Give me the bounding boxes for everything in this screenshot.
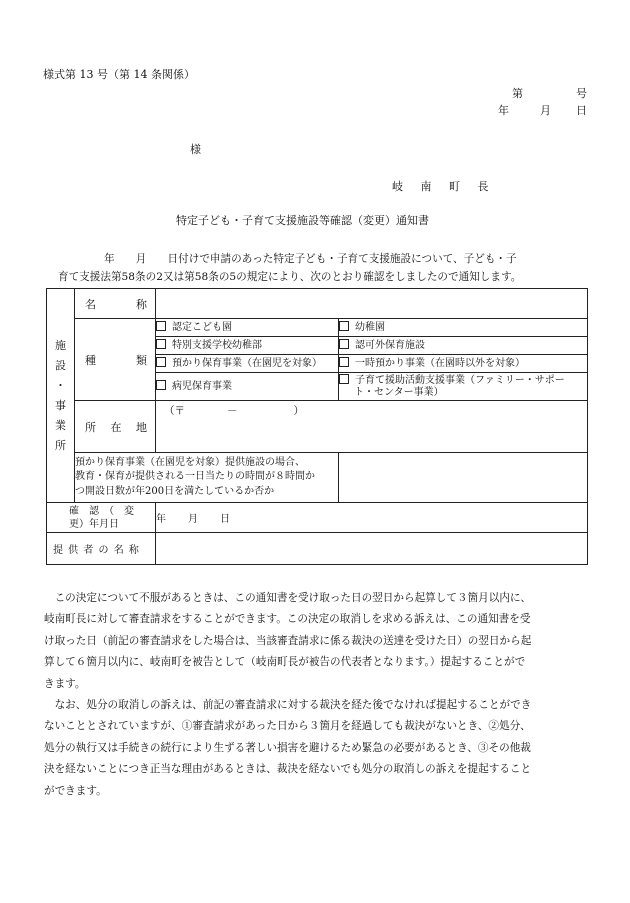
intro-line-2: 育て支援法第58条の2又は第58条の5の規定により、次のとおり確認をしましたので通知します。 [58,271,522,283]
checkbox[interactable] [156,380,166,390]
address-label [75,401,156,453]
childcare-hours-answer[interactable] [339,453,588,503]
notice-line: 決を経ないことにつき正当な理由があるときは、裁決を経ないでも処分の取消しの訴えを提起すること [44,763,532,776]
name-value[interactable] [156,289,588,319]
number-prefix: 第 [512,87,523,100]
label-char: 所 [85,420,96,434]
facility-side-label [47,289,75,503]
notice-line: きます。 [44,677,86,690]
side-char: 所 [55,438,66,452]
number-suffix: 号 [576,87,587,100]
side-char: 施 [55,338,66,352]
side-char: 業 [55,418,66,432]
checkbox[interactable] [339,374,349,384]
label-char: 種 [85,353,96,367]
date-month: 月 [540,104,551,117]
notice-line: け取った日（前記の審査請求をした場合は、当該審査請求に係る裁決の送達を受けた日）の翌日から起 [44,634,532,647]
notice-line: ができます。 [44,784,107,797]
facility-table [46,288,588,565]
notice-line: 処分の執行又は手続きの続行により生ずる著しい損害を避けるため緊急の必要があるとき、③その他裁 [44,741,531,754]
checkbox[interactable] [339,321,349,331]
checkbox[interactable] [339,339,349,349]
type-option[interactable]: 病児保育事業 [156,373,339,401]
provider-name-value[interactable] [156,533,588,565]
label-char: 称 [136,297,147,311]
notice-line: ないこととされていますが、①審査請求があった日から３箇月を経過しても裁決がないとき、②処分、 [44,720,531,733]
label-char: 名 [85,297,96,311]
issuer-name: 岐 南 町 長 [392,180,496,193]
side-char: 設 [55,358,66,372]
notice-line: 算して６箇月以内に、岐南町を被告として（岐南町長が被告の代表者となります。）提起することがで [44,656,526,669]
checkbox[interactable] [156,357,166,367]
type-label [75,319,156,401]
notice-line: 岐南町長に対して審査請求をすることができます。この決定の取消しを求める訴えは、この通知書を受 [44,613,531,626]
type-option[interactable]: 預かり保育事業（在園児を対象） [156,355,339,373]
notice-line: なお、処分の取消しの訴えは、前記の審査請求に対する裁決を経た後でなければ提起することができ [44,699,532,712]
type-option[interactable]: 認可外保育施設 [339,337,588,355]
childcare-hours-question: 預かり保育事業（在園児を対象）提供施設の場合、 教育・保育が提供される一日当たりの時間が８時間か つ開設日数が年200日を満たしているか否か [75,453,339,503]
confirmation-date-label: 確 認 （ 変 更）年月日 [47,503,156,533]
name-label [75,289,156,319]
date-year: 年 [498,104,509,117]
type-option[interactable]: 認定こども園 [156,319,339,337]
label-char: 地 [136,420,147,434]
date-day: 日 [576,104,587,117]
type-option[interactable]: 一時預かり事業（在園時以外を対象） [339,355,588,373]
checkbox[interactable] [339,357,349,367]
postal-code: （〒 － ） [164,405,304,417]
form-number: 様式第 13 号（第 14 条関係） [43,68,195,81]
checkbox[interactable] [156,339,166,349]
type-option[interactable]: 特別支援学校幼稚部 [156,337,339,355]
label-char: 在 [110,420,122,434]
type-option[interactable]: 子育て援助活動支援事業（ファミリー・サポー ト・センター事業） [339,373,588,401]
confirmation-date-value[interactable]: 年 月 日 [156,503,588,533]
document-title: 特定子ども・子育て支援施設等確認（変更）通知書 [176,214,429,227]
notice-line: この決定について不服があるときは、この通知書を受け取った日の翌日から起算して３箇月以内に、 [44,592,532,604]
appeal-notice [44,588,592,802]
side-char: 事 [55,398,66,412]
side-char: ・ [55,378,66,392]
checkbox[interactable] [156,321,166,331]
intro-line-1: 年 月 日付けで申請のあった特定子ども・子育て支援施設について、子ども・子 [104,253,517,265]
intro-paragraph [58,250,592,286]
type-option[interactable]: 幼稚園 [339,319,588,337]
provider-name-label: 提 供 者 の 名 称 [47,533,156,565]
label-char: 類 [136,353,147,367]
address-value[interactable] [156,401,588,453]
addressee-honorific: 様 [190,143,201,156]
